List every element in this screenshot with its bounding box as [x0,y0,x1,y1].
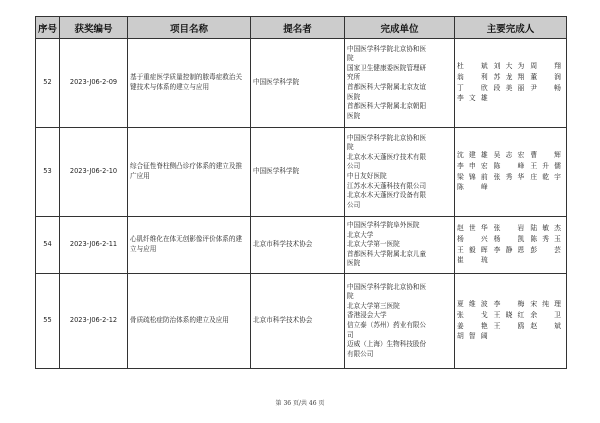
person-name: 宋纯理 [530,300,561,309]
person-name: 王 鸥 [493,321,525,330]
header-nominator: 提名者 [251,17,345,39]
cell-seq: 54 [36,217,60,274]
person-name: 陈秀玉 [530,234,561,243]
person-name: 张 戈 [457,310,488,319]
person-name: 彭 芸 [530,245,561,254]
cell-people [455,128,567,217]
unit-line: 有限公司 [347,349,374,358]
person-name: 张 岩 [493,224,525,233]
header-units: 完成单位 [345,17,455,39]
unit-line: 究所 [347,73,361,82]
unit-line: 信立泰（苏州）药业有限公 [347,321,427,329]
table-row [36,217,567,274]
person-name: 陈 峰 [457,183,488,192]
header-code: 获奖编号 [60,17,128,39]
awards-table [35,16,567,369]
cell-seq: 52 [36,39,60,128]
person-name: 张秀华 [493,172,525,181]
header-name: 项目名称 [128,17,251,39]
person-name: 曹 辉 [530,151,561,160]
person-name: 余 卫 [530,310,561,319]
unit-line: 首都医科大学附属北京友谊 [347,83,427,91]
person-name: 杨 兴 [457,234,488,243]
cell-units [345,274,455,369]
person-name: 李静恩 [493,245,525,254]
people-list [457,151,561,192]
person-name: 夏维波 [457,300,488,309]
cell-project-name: 骨质疏松症防治体系的建立及应用 [128,274,251,369]
person-name: 王晓红 [493,310,525,319]
unit-line: 司 [347,330,354,339]
unit-line: 北京水木天蓬医疗技术有限 [347,152,427,161]
cell-award-code: 2023-J06-2-10 [60,128,128,217]
unit-line: 北京大学 [347,230,374,239]
unit-line: 中国医学科学院北京协和医 [347,133,427,142]
unit-line: 院 [347,292,354,301]
unit-line: 中国医学科学院北京协和医 [347,282,427,291]
person-name: 王升儒 [530,161,561,170]
person-name: 王毅晖 [457,245,488,254]
cell-award-code: 2023-J06-2-12 [60,274,128,369]
unit-line: 香港浸会大学 [347,311,387,320]
cell-units [345,39,455,128]
unit-line: 国家卫生健康委医院管理研 [347,63,427,72]
unit-line: 公司 [347,162,361,171]
page-footer: 第 36 页/共 46 页 [275,400,325,407]
unit-line: 医院 [347,259,361,268]
cell-people [455,274,567,369]
person-name: 丁 欣 [457,83,488,92]
unit-line: 院 [347,143,354,152]
person-name: 陆敏杰 [530,224,561,233]
unit-line: 公司 [347,200,361,209]
person-name: 刘大为 [493,62,525,71]
cell-award-code: 2023-J06-2-11 [60,217,128,274]
person-name: 庄乾宇 [530,172,561,181]
cell-nominator: 中国医学科学院 [251,39,345,128]
cell-project-name: 基于重症医学质量控制的脓毒症救治关键技术与体系的建立与应用 [128,39,251,128]
unit-line: 迈威（上海）生物科技股份 [347,340,427,349]
unit-line: 医院 [347,111,361,120]
unit-line: 中国医学科学院北京协和医 [347,44,427,53]
person-name: 尹 畅 [530,83,561,92]
person-name: 梁锦前 [457,172,488,181]
person-name: 崔 琉 [457,256,488,265]
cell-nominator: 北京市科学技术协会 [251,274,345,369]
people-list [457,300,561,341]
person-name: 沈建雄 [457,151,488,160]
unit-line: 首都医科大学附属北京儿童 [347,249,427,258]
unit-line: 医院 [347,92,361,101]
unit-line: 北京大学第一医院 [347,240,400,249]
unit-line: 江苏水木天蓬科技有限公司 [347,181,427,190]
person-name: 赵世华 [457,224,488,233]
cell-units [345,128,455,217]
header-row [36,17,567,39]
people-list [457,62,561,103]
person-name: 李文雄 [457,94,488,103]
cell-people [455,217,567,274]
person-name: 胡智阔 [457,332,488,341]
cell-units [345,217,455,274]
cell-seq: 55 [36,274,60,369]
person-name: 翁 利 [457,72,488,81]
cell-nominator: 中国医学科学院 [251,128,345,217]
unit-line: 北京大学第三医院 [347,301,400,310]
person-name: 杜 斌 [457,62,488,71]
cell-people [455,39,567,128]
person-name: 董 润 [530,72,561,81]
header-people: 主要完成人 [455,17,567,39]
person-name: 周 翔 [530,62,561,71]
cell-project-name: 心肌纤维化在体无创影像评价体系的建立与应用 [128,217,251,274]
unit-line: 中日友好医院 [347,172,387,180]
header-seq: 序号 [36,17,60,39]
table-row [36,274,567,369]
person-name: 李 梅 [493,300,525,309]
cell-seq: 53 [36,128,60,217]
unit-line: 院 [347,54,354,63]
unit-line: 北京水木天蓬医疗设备有限 [347,191,427,200]
person-name: 李申宏 [457,161,488,170]
person-name: 吴志宏 [493,151,525,160]
person-name: 苏龙翔 [493,72,525,81]
person-name: 段美丽 [493,83,525,92]
table-row [36,39,567,128]
unit-line: 中国医学科学院阜外医院 [347,221,420,230]
cell-award-code: 2023-J06-2-09 [60,39,128,128]
person-name: 陈峰 [493,161,525,170]
person-name: 姜 艳 [457,321,488,330]
cell-project-name: 综合征性脊柱侧凸诊疗体系的建立及推广应用 [128,128,251,217]
person-name: 赵 斌 [530,321,561,330]
person-name: 杨 凯 [493,234,525,243]
people-list [457,224,561,265]
table-row [36,128,567,217]
cell-nominator: 北京市科学技术协会 [251,217,345,274]
unit-line: 首都医科大学附属北京朝阳 [347,102,427,111]
